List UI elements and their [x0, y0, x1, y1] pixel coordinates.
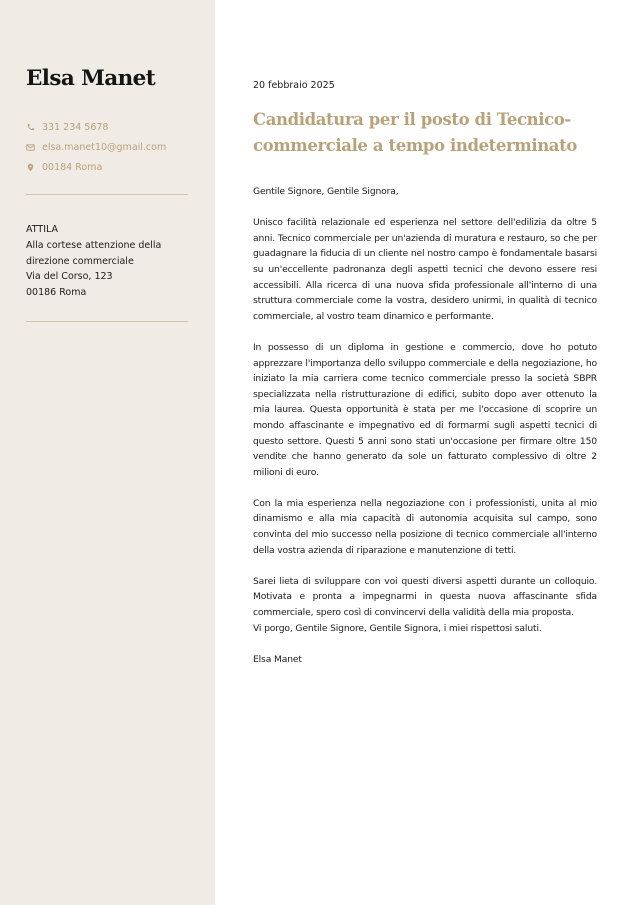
- body-paragraph: Sarei lieta di sviluppare con voi questi diversi aspetti durante un colloquio. Motivata e pronta a impegnarmi in questa nuova affascinante sfida commerciale, spero così di convincervi della validità della mia proposta.: [253, 575, 597, 619]
- closing: Vi porgo, Gentile Signore, Gentile Signora, i miei rispettosi saluti.: [253, 622, 542, 634]
- letter-content: [253, 80, 597, 683]
- recipient-line: direzione commerciale: [26, 255, 134, 267]
- sidebar: [0, 0, 215, 905]
- postcode-city: 00184 Roma: [42, 161, 103, 173]
- sidebar-divider-bottom: [26, 321, 188, 322]
- email-address: elsa.manet10@gmail.com: [42, 141, 167, 153]
- sender-name: Elsa Manet: [26, 66, 156, 91]
- recipient-line: Alla cortese attenzione della: [26, 239, 162, 251]
- phone-icon: [26, 123, 35, 132]
- salutation: Gentile Signore, Gentile Signora,: [253, 186, 399, 197]
- letter-date: 20 febbraio 2025: [253, 80, 335, 91]
- letter-body: [253, 184, 597, 667]
- signature: Elsa Manet: [253, 653, 302, 665]
- contact-list: [26, 117, 206, 177]
- phone-number: 331 234 5678: [42, 121, 109, 133]
- email-icon: [26, 143, 35, 152]
- contact-email: [26, 137, 206, 157]
- body-paragraph: Unisco facilità relazionale ed esperienza nel settore dell'edilizia da oltre 5 anni. Tecnico commerciale per un'azienda di muratura e restauro, so che per guadagnare la fiducia di un cliente nel nostro campo è fondamentale basarsi su un'eccellente padronanza degli aspetti tecnici che devono essere resi accessibili. Alla ricerca di una nuova sfida professionale all'interno di una struttura commerciale come la vostra, desidero unirmi, in qualità di tecnico commerciale, al vostro team dinamico e performante.: [253, 217, 597, 322]
- body-paragraph: Con la mia esperienza nella negoziazione con i professionisti, unita al mio dinamismo e alla mia capacità di autonomia acquisita sul campo, sono convinta del mio successo nella posizione di tecnico commerciale all'interno della vostra azienda di riparazione e manutenzione di tetti.: [253, 497, 597, 556]
- recipient-company: ATTILA: [26, 224, 59, 235]
- location-pin-icon: [26, 163, 35, 172]
- recipient-line: 00186 Roma: [26, 287, 87, 299]
- sidebar-divider-top: [26, 194, 188, 195]
- letter-subject: Candidatura per il posto di Tecnico-commerciale a tempo indeterminato: [253, 110, 577, 155]
- contact-address: [26, 157, 206, 177]
- contact-phone: [26, 117, 206, 137]
- recipient-block: [26, 222, 196, 301]
- body-paragraph: In possesso di un diploma in gestione e commercio, dove ho potuto apprezzare l'importanza dello sviluppo commerciale e della negoziazione, ho iniziato la mia carriera come tecnico commerciale presso la società SBPR specializzata nella ristrutturazione di edifici, subito dopo aver ottenuto la mia laurea. Questa opportunità è stata per me l'occasione di scoprire un mondo affascinante e impegnativo ed di formarmi sugli aspetti tecnici di questo settore. Questi 5 anni sono stati un'occasione per firmare oltre 150 vendite che hanno generato da sole un fatturato complessivo di oltre 2 milioni di euro.: [253, 341, 597, 478]
- recipient-line: Via del Corso, 123: [26, 271, 113, 283]
